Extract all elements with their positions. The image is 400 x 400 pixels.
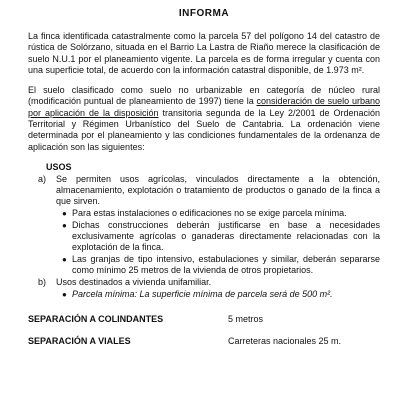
usos-item-b xyxy=(28,277,380,288)
separacion-viales-value: Carreteras nacionales 25 m. xyxy=(228,335,342,346)
bullet-icon: ● xyxy=(62,220,67,230)
usos-heading: USOS xyxy=(46,161,72,172)
item-a-text: Se permiten usos agrícolas, vinculados directamente a la obtención, almacenamiento, explotación o tratamiento de productos o ganado de la finca a que sirven. xyxy=(56,173,380,206)
bullet-item xyxy=(62,208,380,219)
bullet-text: Para estas instalaciones o edificaciones no se exige parcela mínima. xyxy=(72,207,347,218)
bullet-icon: ● xyxy=(62,254,67,264)
separacion-viales-row xyxy=(28,336,380,347)
parcela-minima-value: La superficie mínima de parcela será de 500 m². xyxy=(137,288,333,299)
bullet-text: Las granjas de tipo intensivo, estabulaciones y similar, deberán separarse como mínimo 25 metros de la vivienda de otros propietarios. xyxy=(72,253,380,275)
paragraph-suelo-part2: transitoria segunda de la Ley 2/2001 de Ordenación Territorial y Régimen Urbanístico del Suelo de Cantabria. La ordenación viene determinada por el planeamiento y las condiciones fundamentales de la ordenanza de aplicación son las siguientes: xyxy=(28,107,380,152)
item-a-marker: a) xyxy=(38,173,47,184)
paragraph-suelo-part1: El suelo clasificado como suelo no urbanizable en categoría de núcleo rural (modificación puntual de planeamiento de 1997) tiene la xyxy=(28,85,380,107)
paragraph-finca: La finca identificada catastralmente como la parcela 57 del polígono 14 del catastro de rústica de Solórzano, situada en el Barrio La Lastra de Riaño merece la clasificación de suelo N.U.1 por el planeamiento vigente. La parcela es de forma irregular y cuenta con una superficie total, de acuerdo con la información catastral disponible, de 1.973 m². xyxy=(28,31,380,75)
separacion-colindantes-row xyxy=(28,314,380,325)
separacion-viales-label: SEPARACIÓN A VIALES xyxy=(28,335,131,346)
item-b-marker: b) xyxy=(38,276,47,287)
separacion-colindantes-label: SEPARACIÓN A COLINDANTES xyxy=(28,313,164,324)
document-title: INFORMA xyxy=(178,8,230,19)
parcela-minima-label: Parcela mínima: xyxy=(72,288,138,299)
bullet-item xyxy=(62,254,380,276)
bullet-item xyxy=(62,289,380,300)
paragraph-suelo-underlined: consideración de suelo urbano por aplicación de la disposición xyxy=(28,96,380,118)
paragraph-suelo xyxy=(28,85,380,153)
bullet-icon: ● xyxy=(62,289,67,299)
item-a-bullet-list xyxy=(28,208,380,276)
separacion-colindantes-value: 5 metros xyxy=(228,313,264,324)
usos-item-a xyxy=(28,174,380,207)
bullet-text: Dichas construcciones deberán justificarse en base a necesidades exclusivamente agrícolas o ganaderas directamente relacionadas con la explotación de la finca. xyxy=(72,219,380,252)
item-b-bullet-list xyxy=(28,289,380,300)
bullet-item xyxy=(62,220,380,253)
parcela-minima-text xyxy=(72,289,380,300)
bullet-icon: ● xyxy=(62,208,67,218)
item-b-text: Usos destinados a vivienda unifamiliar. xyxy=(56,276,212,287)
